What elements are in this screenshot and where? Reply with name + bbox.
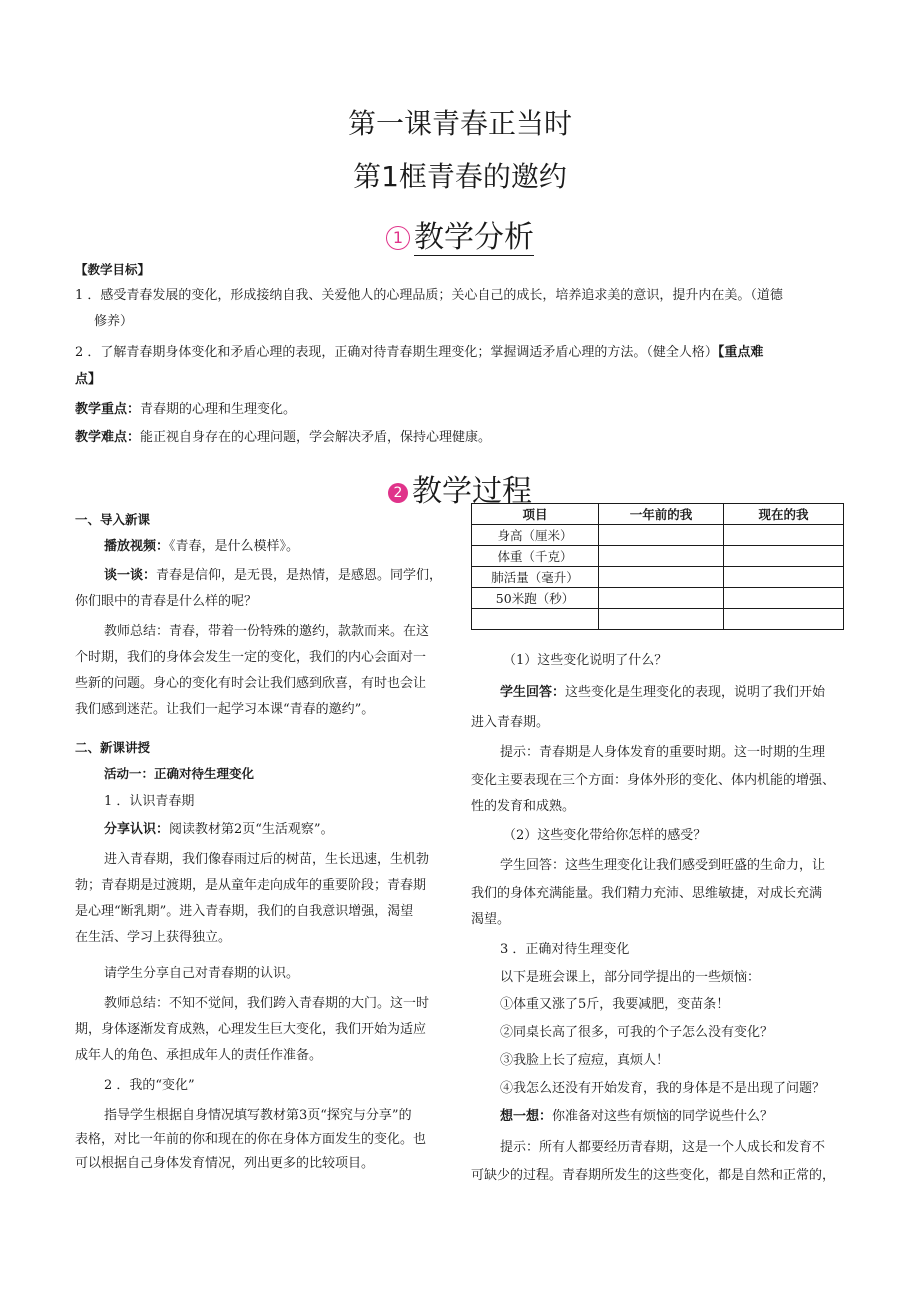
key-point-label: 教学重点：: [75, 402, 141, 417]
guide-line-2: 表格，对比一年前的你和现在的你在身体方面发生的变化。也: [75, 1132, 427, 1147]
summary2-line-3: 成年人的角色、承担成年人的责任作准备。: [75, 1048, 323, 1063]
guide-line-3: 可以根据自己身体发育情况，列出更多的比较项目。: [75, 1156, 375, 1171]
share-label: 分享认识：: [104, 822, 170, 837]
table-row-label: 体重（千克）: [472, 546, 599, 567]
answer2-line-3: 渴望。: [471, 912, 511, 927]
key-point: [75, 400, 296, 420]
worry-4: ④我怎么还没有开始发育，我的身体是不是出现了问题？: [500, 1081, 826, 1096]
activity-1: 活动一：正确对待生理变化: [104, 766, 255, 781]
summary1-line-1: 教师总结：青春，带着一份特殊的邀约，款款而来。在这: [104, 624, 430, 639]
table-cell-now[interactable]: [724, 609, 844, 630]
share-line: [104, 820, 334, 840]
answer2-line-1: 学生回答：这些生理变化让我们感受到旺盛的生命力，让: [500, 858, 826, 873]
worries-intro: 以下是班会课上，部分同学提出的一些烦恼：: [500, 970, 761, 985]
para1-line-3: 是心理“断乳期”。进入青春期，我们的自我意识增强，渴望: [75, 904, 414, 919]
video-line: [104, 537, 299, 557]
question-1: （1）这些变化说明了什么？: [503, 653, 668, 668]
section-heading-analysis: [0, 212, 920, 256]
difficult-point-label: 教学难点：: [75, 430, 141, 445]
table-header-cell: 项目: [472, 504, 599, 525]
table-row: [472, 546, 844, 567]
difficult-point: [75, 428, 491, 448]
heading-intro: 一、导入新课: [75, 512, 151, 527]
summary2-line-2: 期，身体逐渐发育成熟，心理发生巨大变化，我们开始为适应: [75, 1022, 427, 1037]
talk-line-2: 你们眼中的青春是什么样的呢？: [75, 594, 258, 609]
think-text: 你准备对这些有烦恼的同学说些什么？: [552, 1109, 774, 1124]
table-row: [472, 609, 844, 630]
answer1-line-1: [500, 683, 825, 703]
table-row: [472, 525, 844, 546]
table-cell-now[interactable]: [724, 588, 844, 609]
table-cell-now[interactable]: [724, 525, 844, 546]
item-2: 2 ．我的“变化”: [104, 1078, 195, 1093]
table-cell-before[interactable]: [599, 546, 724, 567]
talk-line-1: [104, 566, 442, 586]
para1-line-2: 勃；青春期是过渡期，是从童年走向成年的重要阶段；青春期: [75, 878, 427, 893]
key-point-text: 青春期的心理和生理变化。: [140, 402, 297, 417]
section-heading-text: 教学过程: [412, 474, 532, 509]
section-heading-text: 教学分析: [414, 220, 534, 255]
section-number-badge: 2: [388, 483, 408, 503]
video-label: 播放视频：: [104, 539, 170, 554]
goal-2-line-2: 点】: [75, 372, 102, 387]
hint1-line-2: 变化主要表现在三个方面：身体外形的变化、体内机能的增强、: [471, 773, 836, 788]
table-header-cell: 一年前的我: [599, 504, 724, 525]
share-text: 阅读教材第2页“生活观察”。: [169, 822, 334, 837]
goal-1-line-2: 修养）: [94, 314, 134, 329]
table-cell-before[interactable]: [599, 609, 724, 630]
difficult-point-text: 能正视自身存在的心理问题，学会解决矛盾，保持心理健康。: [140, 430, 492, 445]
para1-line-4: 在生活、学习上获得独立。: [75, 930, 232, 945]
think-line: [500, 1107, 773, 1127]
item-1: 1 ．认识青春期: [104, 794, 195, 809]
table-header-cell: 现在的我: [724, 504, 844, 525]
answer1-label: 学生回答：: [500, 685, 566, 700]
heading-new-lesson: 二、新课讲授: [75, 740, 151, 755]
table-row-label: 肺活量（毫升）: [472, 567, 599, 588]
page-title: 第一课青春正当时: [347, 107, 572, 140]
talk-label: 谈一谈：: [104, 568, 157, 583]
talk-text: 青春是信仰，是无畏，是热情，是感恩。同学们，: [156, 568, 443, 583]
table-cell-now[interactable]: [724, 567, 844, 588]
answer1-line-2: 进入青春期。: [471, 715, 550, 730]
worry-2: ②同桌长高了很多，可我的个子怎么没有变化？: [500, 1025, 774, 1040]
guide-line-1: 指导学生根据自身情况填写教材第3页“探究与分享”的: [104, 1108, 412, 1123]
goal-2-text: 2 ．了解青春期身体变化和矛盾心理的表现，正确对待青春期生理变化；掌握调适矛盾心理的方法。（健全人格）: [75, 345, 718, 360]
section-number-badge: 1: [386, 226, 410, 250]
hint1-line-3: 性的发育和成熟。: [471, 799, 576, 814]
summary2-line-1: 教师总结：不知不觉间，我们跨入青春期的大门。这一时: [104, 996, 430, 1011]
page-subtitle: 第1框青春的邀约: [353, 160, 567, 193]
table-row: [472, 567, 844, 588]
table-row-label: 身高（厘米）: [472, 525, 599, 546]
table-cell-before[interactable]: [599, 567, 724, 588]
table-cell-before[interactable]: [599, 588, 724, 609]
summary1-line-3: 些新的问题。身心的变化有时会让我们感到欣喜，有时也会让: [75, 676, 427, 691]
summary1-line-4: 我们感到迷茫。让我们一起学习本课“青春的邀约”。: [75, 702, 375, 717]
summary1-line-2: 个时期，我们的身体会发生一定的变化，我们的内心会面对一: [75, 650, 427, 665]
worry-3: ③我脸上长了痘痘，真烦人！: [500, 1053, 670, 1068]
hint2-line-2: 可缺少的过程。青春期所发生的这些变化，都是自然和正常的，: [471, 1168, 836, 1183]
hint1-line-1: 提示：青春期是人身体发育的重要时期。这一时期的生理: [500, 745, 826, 760]
table-header-row: [472, 504, 844, 525]
table-row-label: [472, 609, 599, 630]
table-cell-before[interactable]: [599, 525, 724, 546]
answer1-text: 这些变化是生理变化的表现，说明了我们开始: [565, 685, 826, 700]
goal-1-line-1: 1 ．感受青春发展的变化，形成接纳自我、关爱他人的心理品质；关心自己的成长，培养追求美的意识，提升内在美。（道德: [75, 288, 783, 303]
think-label: 想一想：: [500, 1109, 553, 1124]
question-2: （2）这些变化带给你怎样的感受？: [503, 828, 707, 843]
video-text: 《青春，是什么模样》。: [169, 539, 300, 554]
table-row-label: 50米跑（秒）: [472, 588, 599, 609]
goal-header: 【教学目标】: [75, 262, 151, 277]
item-3: 3 ．正确对待生理变化: [500, 942, 630, 957]
answer2-line-2: 我们的身体充满能量。我们精力充沛、思维敏捷，对成长充满: [471, 886, 823, 901]
table-row: [472, 588, 844, 609]
goal-2-line-1: [75, 343, 763, 363]
worry-1: ①体重又涨了5斤，我要减肥，变苗条！: [500, 997, 730, 1012]
ask-line: 请学生分享自己对青春期的认识。: [104, 966, 300, 981]
goal-2-tag: 【重点难: [717, 345, 764, 360]
para1-line-1: 进入青春期，我们像春雨过后的树苗，生长迅速，生机勃: [104, 852, 430, 867]
comparison-table: [471, 503, 844, 630]
table-cell-now[interactable]: [724, 546, 844, 567]
hint2-line-1: 提示：所有人都要经历青春期，这是一个人成长和发育不: [500, 1140, 826, 1155]
